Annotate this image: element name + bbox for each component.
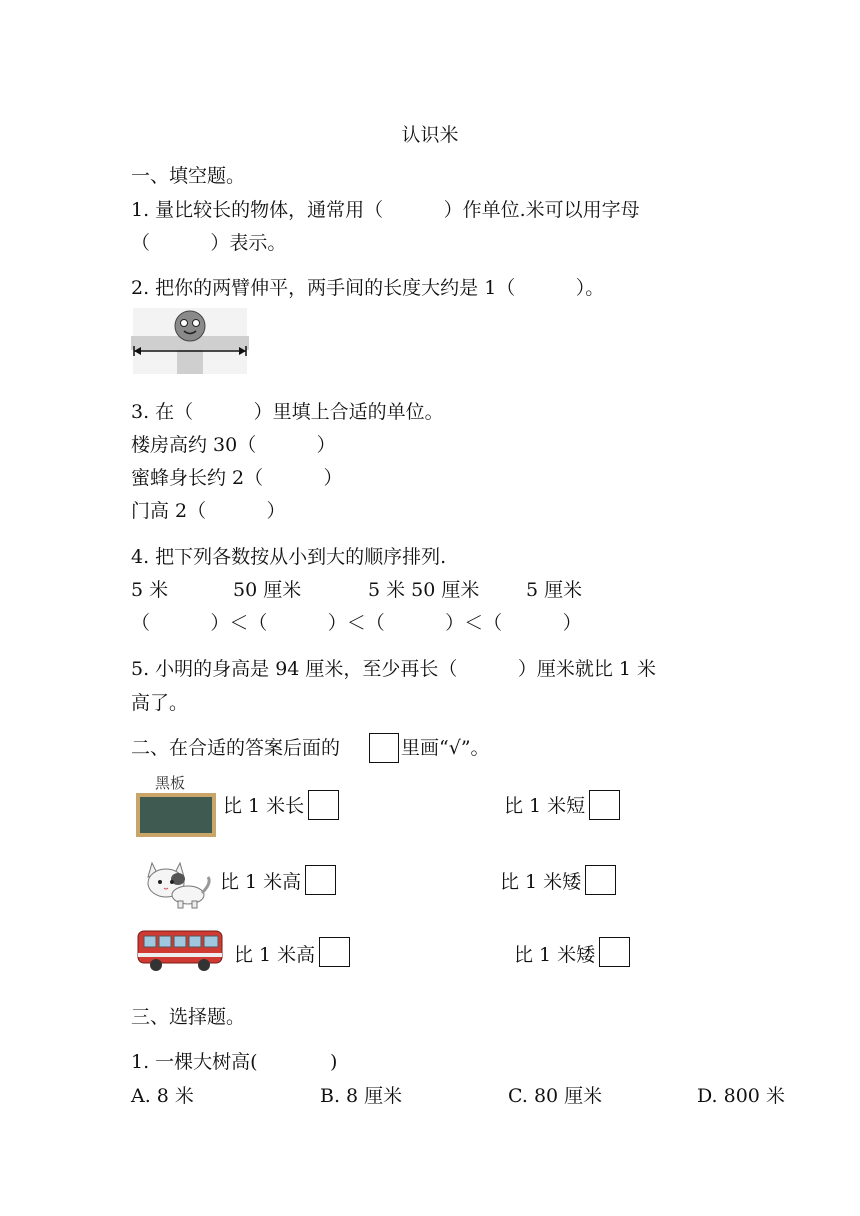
q1-line1: 1. 量比较长的物体，通常用（ ）作单位.米可以用字母 xyxy=(131,199,640,221)
row3-right-label: 比 1 米矮 xyxy=(514,944,596,966)
q2-text: 2. 把你的两臂伸平，两手间的长度大约是 1（ ）。 xyxy=(131,277,605,299)
row3-left-label: 比 1 米高 xyxy=(234,944,316,966)
row3-right-checkbox[interactable] xyxy=(599,937,630,967)
option-a: A. 8 米 xyxy=(131,1085,194,1107)
blackboard-label: 黑板 xyxy=(155,774,186,792)
q4-value-4: 5 厘米 xyxy=(526,579,583,601)
row1-right-checkbox[interactable] xyxy=(589,790,620,820)
option-b: B. 8 厘米 xyxy=(320,1085,403,1107)
bus-icon xyxy=(136,923,226,975)
section1-heading: 一、填空题。 xyxy=(131,165,246,187)
row3-left-checkbox[interactable] xyxy=(319,937,350,967)
s3-q1-text: 1. 一棵大树高( ) xyxy=(131,1051,338,1073)
cat-icon xyxy=(138,853,214,909)
section3-heading: 三、选择题。 xyxy=(131,1006,246,1028)
row2-right-checkbox[interactable] xyxy=(585,865,616,895)
option-d: D. 800 米 xyxy=(697,1085,785,1107)
row1-right-label: 比 1 米短 xyxy=(504,795,586,817)
section2-heading-end: 里画“√”。 xyxy=(401,737,490,759)
row2-right-label: 比 1 米矮 xyxy=(500,871,582,893)
q3-text: 3. 在（ ）里填上合适的单位。 xyxy=(131,401,444,423)
q3-item-door: 门高 2（ ） xyxy=(131,500,286,522)
q1-line2: （ ）表示。 xyxy=(131,232,287,254)
q3-item-building: 楼房高约 30（ ） xyxy=(131,434,336,456)
heading-checkbox-sample xyxy=(369,733,399,763)
arm-span-figure xyxy=(131,306,249,376)
page-title: 认识米 xyxy=(401,124,459,146)
option-c: C. 80 厘米 xyxy=(508,1085,603,1107)
row2-left-checkbox[interactable] xyxy=(305,865,336,895)
q5-line1: 5. 小明的身高是 94 厘米，至少再长（ ）厘米就比 1 米 xyxy=(131,658,656,680)
q4-value-3: 5 米 50 厘米 xyxy=(368,579,480,601)
row1-left-checkbox[interactable] xyxy=(308,790,339,820)
row1-left-label: 比 1 米长 xyxy=(223,795,305,817)
q4-order-blanks: （ ）＜（ ）＜（ ）＜（ ） xyxy=(131,612,582,634)
section2-heading-start: 二、在合适的答案后面的 xyxy=(131,737,341,759)
q4-text: 4. 把下列各数按从小到大的顺序排列. xyxy=(131,546,447,568)
row2-left-label: 比 1 米高 xyxy=(220,871,302,893)
q4-value-2: 50 厘米 xyxy=(233,579,302,601)
q4-value-1: 5 米 xyxy=(131,579,169,601)
q3-item-bee: 蜜蜂身长约 2（ ） xyxy=(131,467,343,489)
q5-line2: 高了。 xyxy=(131,692,189,714)
blackboard-icon xyxy=(136,793,216,837)
